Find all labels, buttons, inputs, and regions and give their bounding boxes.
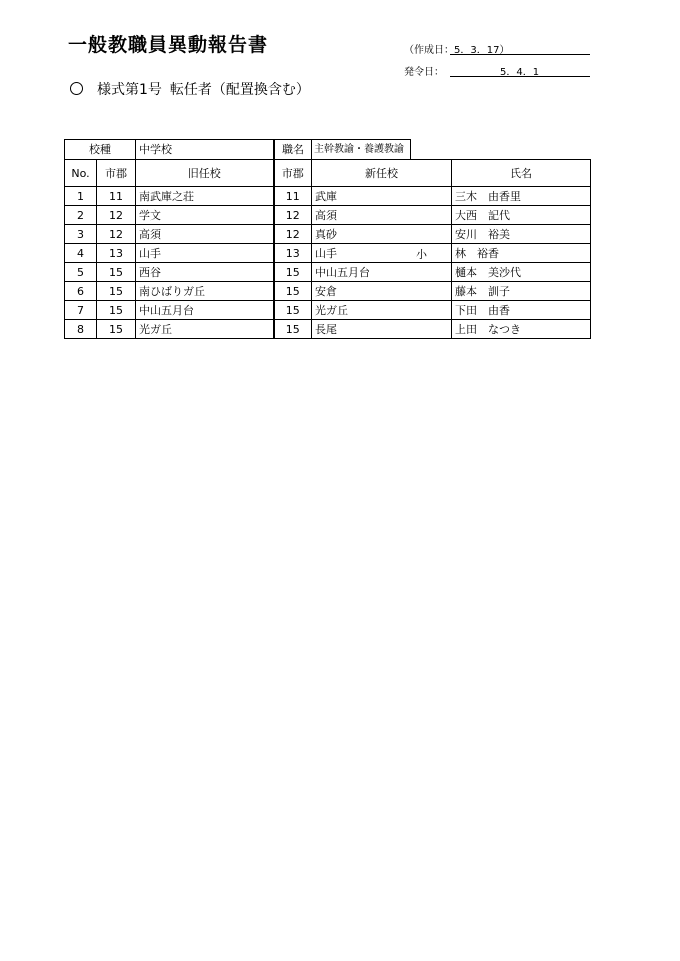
form-subtitle bbox=[70, 79, 310, 99]
cell-no: 6 bbox=[65, 282, 97, 301]
cell-new-school bbox=[312, 206, 452, 225]
cell-no: 4 bbox=[65, 244, 97, 263]
school-type-value: 中学校 bbox=[135, 139, 273, 159]
col-header-new-school: 新任校 bbox=[312, 160, 452, 187]
transfer-table bbox=[64, 159, 591, 339]
cell-name: 藤本 訓子 bbox=[452, 282, 591, 301]
cell-old-district: 15 bbox=[97, 263, 136, 282]
cell-old-district: 11 bbox=[97, 187, 136, 206]
cell-new-district: 15 bbox=[274, 263, 312, 282]
table-row bbox=[65, 320, 591, 339]
cell-name: 三木 由香里 bbox=[452, 187, 591, 206]
cell-name: 樋本 美沙代 bbox=[452, 263, 591, 282]
cell-old-district: 15 bbox=[97, 301, 136, 320]
cell-old-school: 南ひばりガ丘 bbox=[136, 282, 274, 301]
issued-date-underline bbox=[450, 76, 590, 77]
table-row bbox=[65, 187, 591, 206]
circle-bullet-icon bbox=[70, 82, 83, 95]
created-date-label: （作成日： bbox=[404, 45, 454, 56]
cell-new-district: 12 bbox=[274, 206, 312, 225]
cell-new-district: 13 bbox=[274, 244, 312, 263]
new-school-name: 光ガ丘 bbox=[315, 304, 348, 317]
job-title-value: 主幹教諭・養護教諭 bbox=[311, 139, 411, 159]
table-row bbox=[65, 301, 591, 320]
cell-old-school: 光ガ丘 bbox=[136, 320, 274, 339]
cell-new-school bbox=[312, 225, 452, 244]
cell-old-school: 学文 bbox=[136, 206, 274, 225]
cell-old-school: 西谷 bbox=[136, 263, 274, 282]
col-header-old-school: 旧任校 bbox=[136, 160, 274, 187]
cell-no: 2 bbox=[65, 206, 97, 225]
cell-new-district: 15 bbox=[274, 282, 312, 301]
cell-name: 大西 記代 bbox=[452, 206, 591, 225]
new-school-name: 真砂 bbox=[315, 228, 337, 241]
cell-old-district: 12 bbox=[97, 225, 136, 244]
new-school-name: 山手 bbox=[315, 247, 337, 260]
form-number: 様式第1号 bbox=[97, 82, 162, 98]
table-row bbox=[65, 282, 591, 301]
cell-new-district: 15 bbox=[274, 301, 312, 320]
table-header-row bbox=[65, 160, 591, 187]
new-school-name: 長尾 bbox=[315, 323, 337, 336]
cell-new-school bbox=[312, 301, 452, 320]
col-header-name: 氏名 bbox=[452, 160, 591, 187]
new-school-name: 中山五月台 bbox=[315, 266, 370, 279]
cell-name: 安川 裕美 bbox=[452, 225, 591, 244]
cell-new-district: 12 bbox=[274, 225, 312, 244]
col-header-new-district: 市郡 bbox=[274, 160, 312, 187]
cell-name: 下田 由香 bbox=[452, 301, 591, 320]
col-header-old-district: 市郡 bbox=[97, 160, 136, 187]
issued-date-label: 発令日： bbox=[404, 67, 444, 78]
cell-old-school: 中山五月台 bbox=[136, 301, 274, 320]
job-title-label: 職名 bbox=[273, 139, 311, 159]
school-level-suffix: 小 bbox=[416, 248, 427, 261]
cell-new-school bbox=[312, 320, 452, 339]
issued-date-value: 5．4．1 bbox=[500, 67, 540, 78]
cell-old-district: 12 bbox=[97, 206, 136, 225]
school-type-label: 校種 bbox=[64, 139, 135, 159]
cell-old-district: 15 bbox=[97, 320, 136, 339]
table-row bbox=[65, 225, 591, 244]
cell-no: 7 bbox=[65, 301, 97, 320]
cell-new-school bbox=[312, 263, 452, 282]
cell-no: 3 bbox=[65, 225, 97, 244]
cell-no: 8 bbox=[65, 320, 97, 339]
created-date-underline bbox=[450, 54, 590, 55]
table-row bbox=[65, 263, 591, 282]
new-school-name: 高須 bbox=[315, 209, 337, 222]
created-date-value: 5．3．17） bbox=[454, 45, 510, 56]
cell-new-district: 15 bbox=[274, 320, 312, 339]
cell-new-school bbox=[312, 282, 452, 301]
cell-old-district: 13 bbox=[97, 244, 136, 263]
cell-name: 林 裕香 bbox=[452, 244, 591, 263]
cell-old-school: 南武庫之荘 bbox=[136, 187, 274, 206]
table-row bbox=[65, 244, 591, 263]
document-title: 一般教職員異動報告書 bbox=[68, 34, 269, 56]
cell-no: 1 bbox=[65, 187, 97, 206]
col-header-no: No. bbox=[65, 160, 97, 187]
cell-old-school: 高須 bbox=[136, 225, 274, 244]
cell-new-district: 11 bbox=[274, 187, 312, 206]
cell-no: 5 bbox=[65, 263, 97, 282]
table-row bbox=[65, 206, 591, 225]
new-school-name: 武庫 bbox=[315, 190, 337, 203]
cell-new-school bbox=[312, 187, 452, 206]
cell-new-school bbox=[312, 244, 452, 263]
new-school-name: 安倉 bbox=[315, 285, 337, 298]
cell-name: 上田 なつき bbox=[452, 320, 591, 339]
transfer-type: 転任者（配置換含む） bbox=[169, 82, 310, 98]
cell-old-school: 山手 bbox=[136, 244, 274, 263]
cell-old-district: 15 bbox=[97, 282, 136, 301]
